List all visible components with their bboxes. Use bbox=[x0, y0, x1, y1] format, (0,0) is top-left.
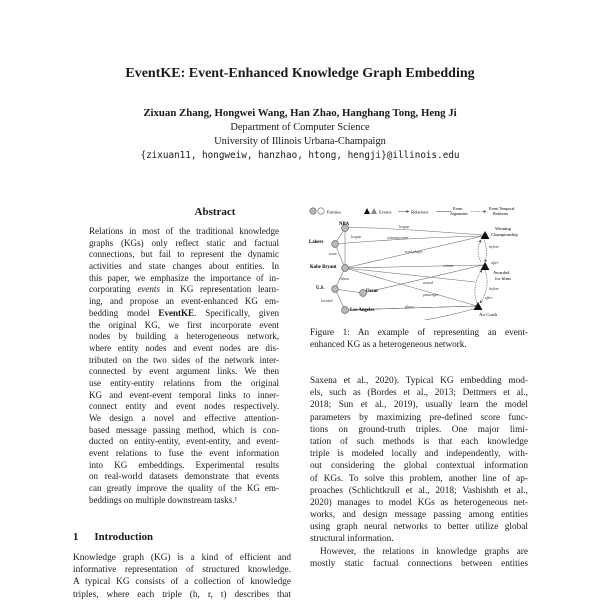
abstract-line: can greatly improve the quality of the KG em- bbox=[89, 483, 279, 494]
label-la: Los Angeles bbox=[350, 308, 375, 313]
rel-winner: winner bbox=[443, 264, 454, 268]
rel-winning-team: winning team bbox=[387, 236, 409, 240]
abstract-line: We design a novel and effective attention- bbox=[89, 413, 279, 423]
rel-award: award bbox=[423, 281, 433, 285]
tmp-before-1: before bbox=[489, 245, 499, 249]
temporal-after-2 bbox=[475, 270, 482, 303]
edge-us-oscar bbox=[335, 289, 363, 293]
caption-line: Figure 1: An example of representing an event- bbox=[310, 327, 528, 337]
body-line: mostly static factual connections between entities bbox=[310, 558, 528, 569]
tmp-after-1: after bbox=[491, 261, 499, 265]
rel-trail-player: trail player bbox=[405, 250, 423, 254]
intro-paragraph bbox=[73, 552, 291, 601]
abstract-line: on real-world datasets demonstrate that events bbox=[89, 471, 279, 482]
tmp-before-2: before bbox=[489, 287, 499, 291]
figure-1-diagram bbox=[305, 198, 535, 320]
label-lakers: Lakers bbox=[309, 240, 324, 245]
label-air-crash: Air Crash bbox=[479, 312, 497, 317]
abstract-line: ducted on entity-entity, event-entity, and event- bbox=[89, 436, 279, 447]
body-line: structural information. bbox=[310, 534, 394, 545]
body-line: of KGs. To solve this problem, another line of ap- bbox=[310, 473, 528, 484]
body-line: Saxena et al., 2020). Typical KG embedding mod- bbox=[310, 376, 528, 386]
edge-kobe-award bbox=[345, 268, 475, 282]
rel-kobe-nba: league bbox=[351, 235, 362, 239]
abstract-line: Relations in most of the traditional knowledge bbox=[89, 226, 279, 236]
label-us: U.S. bbox=[316, 286, 325, 291]
node-awarded-films bbox=[481, 262, 490, 270]
rel-place: place bbox=[405, 305, 414, 309]
abstract-line: into KG embeddings. Experimental results bbox=[89, 459, 279, 470]
node-kobe bbox=[342, 265, 349, 272]
section-heading bbox=[73, 531, 169, 543]
abstract-line: the original KG, we first incorporate event bbox=[89, 319, 279, 330]
rel-citizen: citizen bbox=[339, 277, 350, 281]
body-line: using graph neural networks to better utilize global bbox=[310, 522, 528, 533]
abstract-line: based message passing method, which is con- bbox=[89, 424, 279, 435]
label-kobe: Kobe Bryant bbox=[310, 265, 337, 270]
label-oscar: Oscar bbox=[366, 289, 379, 294]
author-emails: {zixuan11, hongweiw, hanzhao, htong, hengji}@illinois.edu bbox=[140, 150, 460, 161]
abstract-line: nodes by building a heterogeneous network, bbox=[89, 331, 279, 342]
edge-league bbox=[345, 228, 483, 235]
abstract-line: activities and state changes about entities. In bbox=[89, 261, 279, 272]
node-la bbox=[342, 307, 349, 314]
intro-line: triples, where each triple (h, r, t) describes that bbox=[73, 589, 291, 600]
abstract-line: graphs (KGs) only reflect static and factual bbox=[89, 237, 279, 248]
body-line: works, and design message passing among entities bbox=[310, 510, 528, 521]
abstract-line: corporating events in KG representation learn- bbox=[89, 284, 279, 295]
abstract-line: beddings on multiple downstream tasks.¹ bbox=[89, 494, 238, 505]
legend-entity-icon bbox=[310, 208, 316, 214]
section-title: Introduction bbox=[94, 531, 154, 543]
author-list: Zixuan Zhang, Hongwei Wang, Han Zhao, Hanghang Tong, Heng Ji bbox=[143, 107, 457, 119]
intro-line: A typical KG consists of a collection of knowledge bbox=[73, 577, 291, 588]
node-lakers bbox=[332, 241, 339, 248]
event-labels bbox=[479, 226, 519, 317]
abstract-heading: Abstract bbox=[194, 206, 236, 218]
legend-event-icon bbox=[364, 208, 370, 214]
legend-entities: Entities bbox=[327, 209, 342, 215]
abstract-line: this paper, we emphasize the importance of in- bbox=[89, 272, 279, 283]
edge-passenger bbox=[345, 268, 477, 306]
abstract-line: connected by event argument links. We then bbox=[89, 366, 279, 377]
body-line: triple is modeled locally and independently, with- bbox=[310, 449, 528, 460]
rel-located: located bbox=[321, 299, 333, 303]
body-line: tions on ground-truth triples. One major limi- bbox=[310, 424, 528, 435]
department: Department of Computer Science bbox=[230, 122, 370, 133]
temporal-before-1 bbox=[483, 238, 487, 262]
abstract-line: connect entity and event nodes respectively. bbox=[89, 401, 279, 412]
abstract-line: tributed on the two sides of the network inter- bbox=[89, 354, 279, 365]
intro-line: Knowledge graph (KG) is a kind of efficient and bbox=[73, 553, 291, 563]
body-line: 2020) manages to model KGs as heterogeneous net- bbox=[310, 497, 528, 508]
node-us bbox=[332, 286, 339, 293]
edge-winner bbox=[345, 265, 483, 268]
label-winning: Winning Championship bbox=[491, 226, 518, 237]
abstract-line: use entity-entity relations from the original bbox=[89, 377, 279, 388]
right-column-text bbox=[310, 375, 528, 570]
legend-relations: Relations bbox=[411, 209, 429, 215]
legend-event-temporal: Event Temporal Relations bbox=[489, 206, 515, 216]
abstract-line: connections, but fail to represent the dynamic bbox=[89, 249, 279, 260]
body-line: proaches (Schlichtkrull et al., 2018; Vashishth et al., bbox=[310, 485, 528, 496]
rel-league: league bbox=[399, 225, 410, 229]
temporal-edges bbox=[475, 238, 487, 303]
legend-entity-icon-2 bbox=[318, 208, 324, 214]
body-line: tation of such methods is that each knowledge bbox=[310, 436, 528, 447]
section-number: 1 bbox=[73, 531, 79, 543]
body-line: els, such as (Bordes et al., 2013; Dettmers et al., bbox=[310, 388, 528, 399]
rel-passenger: passenger bbox=[423, 293, 439, 297]
university: University of Illinois Urbana-Champaign bbox=[214, 136, 386, 147]
abstract-line: ing, and propose an event-enhanced KG em- bbox=[89, 296, 279, 307]
edge-award bbox=[363, 265, 483, 293]
body-line: out considering the global contextual information bbox=[310, 461, 528, 472]
abstract-line: bedding model EventKE. Specifically, given bbox=[89, 307, 279, 318]
abstract-line: where entity nodes and event nodes are dis- bbox=[89, 342, 279, 353]
tmp-after-2: after bbox=[485, 296, 493, 300]
abstract-body bbox=[89, 226, 279, 507]
caption-line: enhanced KG as a heterogeneous network. bbox=[310, 339, 467, 350]
abstract-line: event relations to fuse the event information bbox=[89, 448, 279, 459]
temporal-after-1 bbox=[478, 240, 481, 262]
figure-legend bbox=[310, 206, 516, 216]
legend-event-arguments: Event Arguments bbox=[450, 206, 468, 216]
body-line: 2018; Sun et al., 2019), usually learn the model bbox=[310, 400, 528, 411]
abstract-line: KG and event-event temporal links to inner- bbox=[89, 389, 279, 400]
body-line: parameters by maximizing pre-defined score func- bbox=[310, 412, 528, 423]
figure-caption bbox=[310, 326, 528, 350]
legend-event-icon-2 bbox=[371, 208, 377, 214]
body-line: However, the relations in knowledge graphs are bbox=[320, 546, 528, 557]
label-nba: NBA bbox=[339, 222, 350, 227]
intro-line: informative representation of structured knowledge. bbox=[73, 565, 291, 576]
legend-events: Events bbox=[379, 209, 392, 215]
paper-title: EventKE: Event-Enhanced Knowledge Graph Embedding bbox=[125, 66, 475, 81]
label-awarded: Awarded for films bbox=[493, 270, 511, 281]
rel-team: team bbox=[329, 252, 337, 256]
